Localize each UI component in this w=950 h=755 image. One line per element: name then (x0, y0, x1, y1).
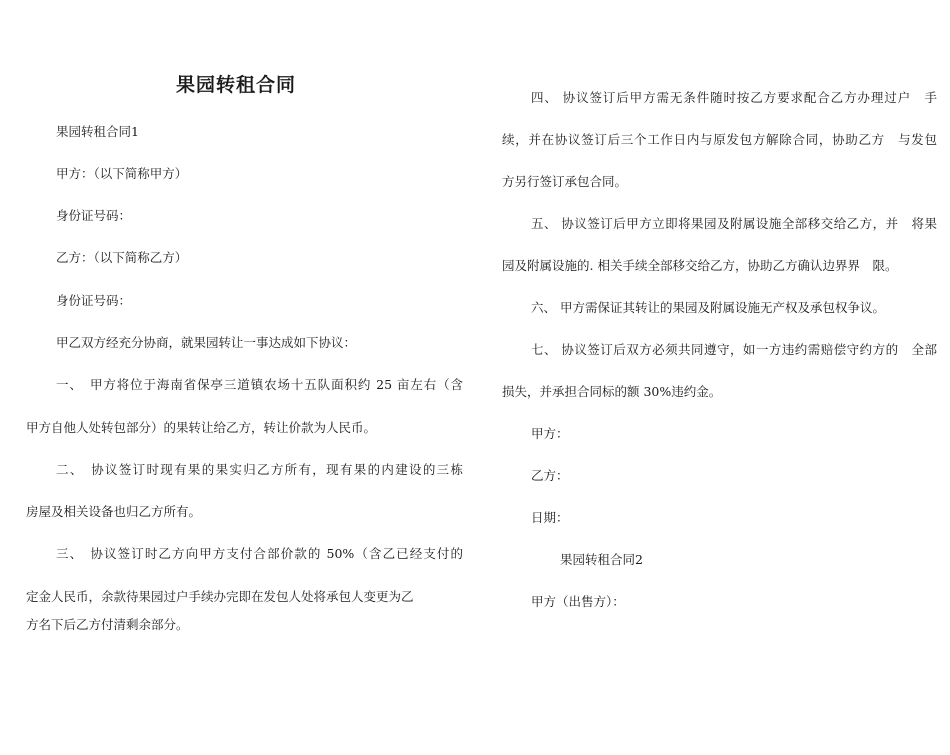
right-line-clause-4b: 续，并在协议签订后三个工作日内与原发包方解除合同，协助乙方 与发包 (502, 132, 937, 147)
left-line-contract-1: 果园转租合同1 (56, 124, 139, 139)
right-line-clause-4a: 四、 协议签订后甲方需无条件随时按乙方要求配合乙方办理过户 手 (531, 90, 937, 105)
right-line-sign-a: 甲方： (531, 426, 569, 441)
right-line-seller: 甲方（出售方）： (531, 594, 625, 609)
right-line-clause-4c: 方另行签订承包合同。 (502, 174, 628, 189)
right-line-clause-5b: 园及附属设施的. 相关手续全部移交给乙方，协助乙方确认边界界 限。 (502, 258, 898, 273)
right-line-clause-7b: 损失，并承担合同标的额 30%违约金。 (502, 384, 722, 399)
left-line-id-b: 身份证号码： (56, 293, 132, 308)
left-line-clause-2b: 房屋及相关设备也归乙方所有。 (26, 504, 202, 519)
right-line-clause-7a: 七、 协议签订后双方必须共同遵守，如一方违约需赔偿守约方的 全部 (531, 342, 937, 357)
left-line-id-a: 身份证号码： (56, 208, 132, 223)
right-line-date: 日期： (531, 510, 569, 525)
left-line-clause-3c: 方名下后乙方付清剩余部分。 (26, 617, 189, 632)
left-line-clause-3a: 三、 协议签订时乙方向甲方支付合部价款的 50%（含乙已经支付的 (56, 546, 463, 561)
left-line-clause-1b: 甲方自他人处转包部分）的果转让给乙方，转让价款为人民币。 (26, 420, 377, 435)
right-line-clause-5a: 五、 协议签订后甲方立即将果园及附属设施全部移交给乙方，并 将果 (531, 216, 937, 231)
right-line-contract-2: 果园转租合同2 (560, 552, 643, 567)
right-line-sign-b: 乙方： (531, 468, 569, 483)
left-line-party-b: 乙方：（以下简称乙方） (56, 250, 188, 265)
left-line-clause-2a: 二、 协议签订时现有果的果实归乙方所有，现有果的内建设的三栋 (56, 462, 463, 477)
left-line-party-a: 甲方：（以下简称甲方） (56, 166, 188, 181)
document-title: 果园转租合同 (176, 74, 297, 96)
left-line-clause-1a: 一、 甲方将位于海南省保亭三道镇农场十五队面积约 25 亩左右（含 (56, 377, 463, 392)
left-line-intro: 甲乙双方经充分协商，就果园转让一事达成如下协议： (56, 335, 357, 350)
left-line-clause-3b: 定金人民币，余款待果园过户手续办完即在发包人处将承包人变更为乙 (26, 589, 414, 604)
right-line-clause-6: 六、 甲方需保证其转让的果园及附属设施无产权及承包权争议。 (531, 300, 885, 315)
